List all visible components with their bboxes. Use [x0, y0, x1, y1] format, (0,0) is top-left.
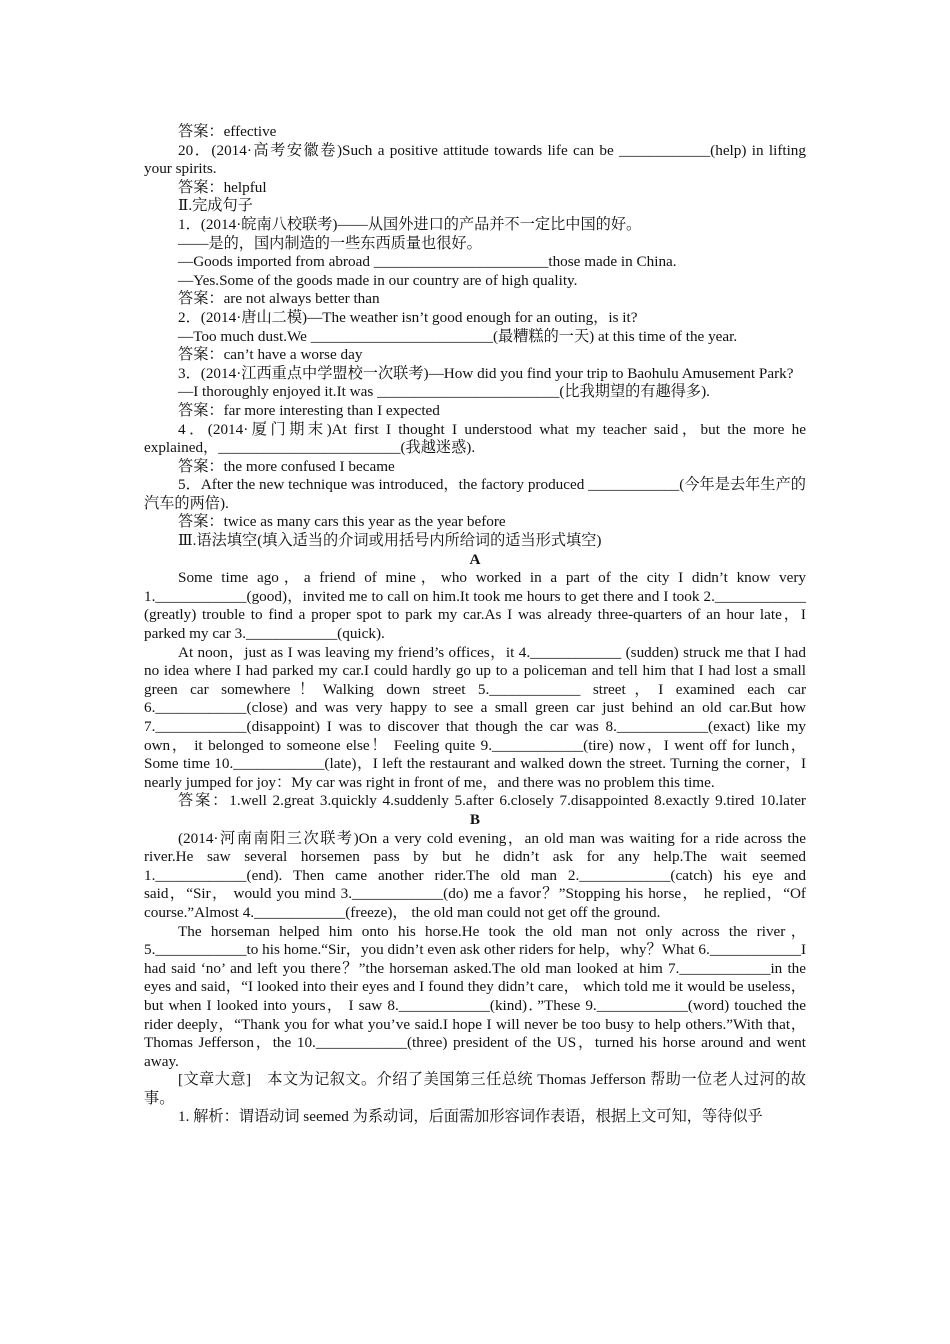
passage-a-heading: A [469, 550, 481, 568]
answer-line: 答案：are not always better than [178, 290, 380, 308]
document-body [144, 123, 806, 1127]
section-heading-3: Ⅲ.语法填空(填入适当的介词或用括号内所给词的适当形式填空) [178, 532, 602, 550]
passage-summary: [文章大意] 本文为记叙文。介绍了美国第三任总统 Thomas Jefferson 帮助一位老人过河的故事。 [144, 1071, 806, 1107]
passage-b-heading: B [469, 810, 481, 828]
question-1-dialogue: —Yes.Some of the goods made in our country are of high quality. [178, 271, 578, 289]
answer-line: 答案：far more interesting than I expected [178, 401, 440, 419]
passage-b-paragraph-1: (2014·河南南阳三次联考)On a very cold evening，an old man was waiting for a ride across the river.He saw several horsemen pass by but he didn’t ask for any help.The wait seemed 1.____________(end). Then came another rider.The old man 2.____________(catch) his eye and said，“Sir， would you mind 3.____________(do) me a favor？”Stopping his horse， he replied，“Of course.”Almost 4.____________(freeze)， the old man could not get off the ground. [144, 829, 806, 921]
passage-b-paragraph-2: The horseman helped him onto his horse.He took the old man not only across the river，5.____________to his home.“Sir，you didn’t even ask other riders for help，why？What 6.____________I had said ‘no’ and left you there？”the horseman asked.The old man looked at him 7.____________in the eyes and said，“I looked into their eyes and I found they didn’t care， which told me it would be useless， but when I looked into yours， I saw 8.____________(kind)．”These 9.____________(word) touched the rider deeply，“Thank you for what you’ve said.I hope I will never be too busy to help others.”With that， Thomas Jefferson，the 10.____________(three) president of the US，turned his horse around and went away. [144, 922, 806, 1070]
question-1: 1．(2014·皖南八校联考)——从国外进口的产品并不一定比中国的好。 [178, 215, 642, 233]
question-4: 4．(2014·厦门期末)At first I thought I understood what my teacher said，but the more he explained，________________________(我越迷惑). [144, 420, 806, 457]
question-20: 20．(2014·高考安徽卷)Such a positive attitude towards life can be ____________(help) in lifting your spirits. [144, 141, 806, 178]
question-2: 2．(2014·唐山二模)—The weather isn’t good enough for an outing，is it? [178, 308, 638, 326]
question-3-dialogue: —I thoroughly enjoyed it.It was ________________________(比我期望的有趣得多). [178, 383, 710, 401]
answer-line: 答案：the more confused I became [178, 457, 395, 475]
section-heading-2: Ⅱ.完成句子 [178, 197, 253, 215]
passage-a-answers: 答案：1.well 2.great 3.quickly 4.suddenly 5.after 6.closely 7.disappointed 8.exactly 9.tired 10.later [178, 792, 806, 810]
answer-line: 答案：can’t have a worse day [178, 346, 363, 364]
question-5: 5．After the new technique was introduced，the factory produced ____________(今年是去年生产的汽车的两倍). [144, 476, 806, 512]
passage-a-paragraph-2: At noon，just as I was leaving my friend’s offices，it 4.____________ (sudden) struck me that I had no idea where I had parked my car.I could hardly go up to a policeman and tell him that I had lost a small green car somewhere！Walking down street 5.____________ street，I examined each car 6.____________(close) and was very happy to see a small green car just behind an old car.But how 7.____________(disappoint) I was to discover that though the car was 8.____________(exact) like my own， it belonged to someone else！ Feeling quite 9.____________(tire) now，I went off for lunch，Some time 10.____________(late)，I left the restaurant and walked down the street. Turning the corner，I nearly jumped for joy：My car was right in front of me，and there was no problem this time. [144, 643, 806, 791]
passage-a-paragraph-1: Some time ago，a friend of mine，who worked in a part of the city I didn’t know very 1.____________(good)，invited me to call on him.It took me hours to get there and I took 2.____________ (greatly) trouble to find a proper spot to park my car.As I was already three-quarters of an hour late，I parked my car 3.____________(quick). [144, 569, 806, 643]
answer-line: 答案：twice as many cars this year as the year before [178, 513, 506, 531]
question-1-reply-cn: ——是的，国内制造的一些东西质量也很好。 [178, 234, 482, 252]
answer-line: 答案：effective [178, 123, 277, 140]
question-1-dialogue: —Goods imported from abroad _______________________those made in China. [178, 253, 677, 271]
explanation-1: 1. 解析：谓语动词 seemed 为系动词，后面需加形容词作表语，根据上文可知，等待似乎 [178, 1108, 763, 1126]
question-2-dialogue: —Too much dust.We ________________________(最糟糕的一天) at this time of the year. [178, 327, 738, 345]
answer-line: 答案：helpful [178, 178, 267, 196]
question-3: 3．(2014·江西重点中学盟校一次联考)—How did you find your trip to Baohulu Amusement Park? [178, 364, 794, 382]
